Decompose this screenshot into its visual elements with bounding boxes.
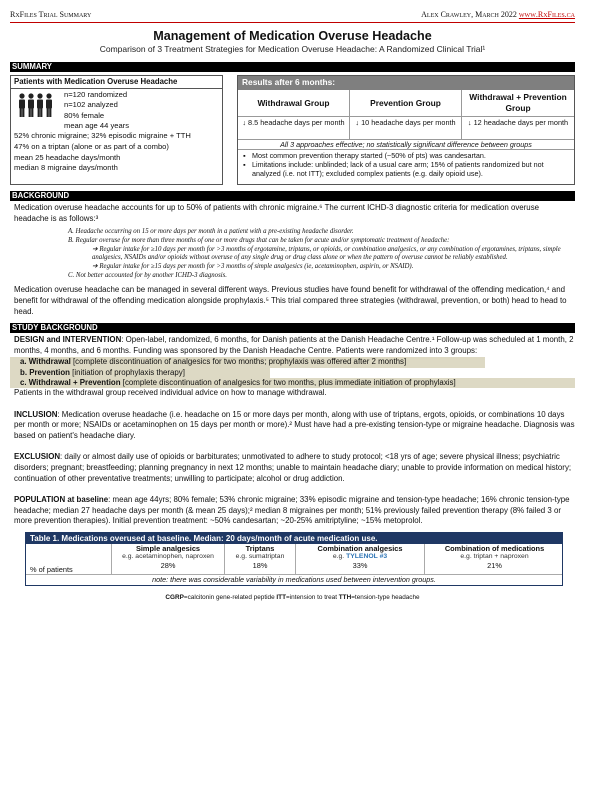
criterion-a: A. Headache occurring on 15 or more days per month in a patient with a pre-existing headache disorder.	[68, 228, 354, 236]
results-bullet: ▪ Most common prevention therapy started (~50% of pts) was candesartan.	[252, 151, 574, 160]
criterion-b1: ➔ Regular intake for ≥10 days per month for >3 months of ergotamine, triptans, or opioids, or combination analgesics, or any combination of ergotamines, triptans, simple analgesics, NSAIDs and/or opioids without overuse of any single drug or drug class alone or when the pattern of overuse cannot be reliably established.	[92, 245, 561, 262]
summary-section	[10, 75, 575, 185]
group-header-withdrawal: Withdrawal Group	[238, 90, 350, 117]
characteristic-line: median 8 migraine days/month	[14, 163, 118, 173]
results-note: All 3 approaches effective; no statistically significant difference between groups	[238, 140, 574, 150]
design-paragraph: DESIGN and INTERVENTION: Open-label, randomized, 6 months, for Danish patients at the Danish Headache Centre.¹ Follow-up was scheduled at 1 month, 2 months, 4 months, and 6 months. Funding was sponsored by the Danish Headache Centre. Patients were randomized into 3 groups:	[14, 335, 574, 355]
exclusion-paragraph: EXCLUSION: daily or almost daily use of opioids or barbiturates; unmotivated to adhere to study protocol; <18 yrs of age; severe physical illness; psychiatric disorders; pregnant; breastfeeding; planning pregnancy in next 12 months; unable to maintain headache diary; unable to provide information on medical history; continuation of other preventative treatments; unwilling to participate; alcohol or drug addiction.	[14, 452, 572, 483]
cell: 18%	[225, 561, 296, 574]
stat-randomized: n=120 randomized	[64, 90, 128, 100]
design-label: DESIGN and INTERVENTION	[14, 335, 122, 345]
results-bullets	[238, 151, 574, 179]
result-prevention: ↓ 10 headache days per month	[350, 117, 462, 139]
medications-table	[25, 532, 563, 587]
criterion-b2: ➔ Regular intake for ≥15 days per month for >3 months of simple analgesics (ie, acetaminophen, aspirin, or NSAID).	[92, 263, 414, 270]
col-combo-meds: Combination of medications	[444, 543, 545, 553]
table-note: note: there was considerable variability in medications used between intervention groups.	[26, 574, 562, 585]
col-combo-analgesics: Combination analgesics	[296, 544, 425, 553]
patient-characteristics	[14, 131, 219, 174]
stat-female: 80% female	[64, 110, 105, 120]
patients-box	[10, 75, 223, 185]
col-triptans: Triptans	[225, 544, 296, 553]
background-management: Medication overuse headache can be managed in several different ways. Previous studies have found benefit for withdrawal of the offending medication,⁴ and benefit for withdrawal of the offending medication alongside prophylaxis.⁵ This trial compared three strategies (withdrawal, prevention, or both) head to head to head.	[14, 285, 567, 316]
patient-stats	[64, 90, 219, 131]
results-box	[237, 75, 575, 185]
stat-age: mean age 44 years	[64, 120, 130, 130]
summary-bar: SUMMARY	[10, 62, 575, 72]
abbreviations-footer: CGRP=calcitonin gene-related peptide ITT=intension to treat TTH=tension-type headache	[165, 594, 420, 602]
criterion-b: B. Regular overuse for more than three months of one or more drugs that can be taken for acute and/or symptomatic treatment of headache:	[68, 236, 450, 244]
page-subtitle: Comparison of 3 Treatment Strategies for Medication Overuse Headache: A Randomized Clinical Trial¹	[99, 44, 486, 54]
table-example-row: e.g. acetaminophen, naproxen e.g. sumatriptan e.g. TYLENOL #3 e.g. triptan + naproxen	[26, 553, 562, 562]
table-title: Table 1. Medications overused at baseline. Median: 20 days/month of acute medication use.	[26, 533, 562, 544]
stat-analyzed: n=102 analyzed	[64, 100, 118, 110]
characteristic-line: mean 25 headache days/month	[14, 152, 121, 162]
background-section	[10, 191, 575, 317]
result-withdrawal: ↓ 8.5 headache days per month	[238, 117, 350, 139]
cell: 28%	[112, 561, 225, 574]
results-grid	[238, 90, 574, 140]
background-intro: Medication overuse headache accounts for up to 50% of patients with chronic migraine.⁶ The current ICHD-3 diagnostic criteria for medication overuse headache is as follows:³	[14, 203, 540, 223]
criterion-c: C. Not better accounted for by another ICHD-3 diagnosis.	[68, 271, 227, 279]
people-icon	[17, 92, 55, 118]
inclusion-paragraph: INCLUSION: Medication overuse headache (i.e. headache on 15 or more days per month, along with use of triptans, ergots, opioids, or combinations 10 days per month or more; NSAIDs or acetaminophen on 15 days per month or more).² Must have had a pre-existing tension-type or migraine headache. Diagnosis was based on patient's headache diary.	[14, 409, 575, 440]
results-bullet: ▪ Limitations include: unblinded; lack of a usual care arm; 15% of patients randomized but not analyzed (i.e. not ITT); excluded complex patients (e.g. daily opioid use).	[252, 160, 574, 178]
characteristic-line: 52% chronic migraine; 32% episodic migraine + TTH	[14, 130, 191, 140]
row-label: % of patients	[26, 561, 112, 574]
withdrawal-advice: Patients in the withdrawal group received individual advice on how to manage withdrawal.	[14, 387, 327, 397]
characteristic-line: 47% on a triptan (alone or as part of a combo)	[14, 141, 169, 151]
page	[10, 10, 575, 603]
doc-type: RxFiles Trial Summary	[10, 10, 92, 19]
group-header-combined: Withdrawal + Prevention Group	[462, 90, 574, 117]
col-simple: Simple analgesics	[112, 544, 225, 553]
group-header-prevention: Prevention Group	[350, 90, 462, 117]
rxfiles-link[interactable]: www.RxFiles.ca	[518, 10, 575, 19]
population-paragraph: POPULATION at baseline: mean age 44yrs; 80% female; 53% chronic migraine; 33% episodic migraine and tension-type headache; 16% chronic tension-type headache; median 27 headache days per month (& mean 25 days);² median 8 migraines per month; 51% previously failed prevention therapy (8% failed 3 or more prevention therapies). Initial prevention treatment: ~50% candesartan; ~20-25% amitriptyline; ~15% metoprolol.	[14, 495, 570, 526]
cell: 21%	[487, 561, 502, 571]
ichd3-criteria	[68, 228, 575, 280]
arm-withdrawal: a. Withdrawal [complete discontinuation of analgesics for two months; prophylaxis was offered after 2 months]	[10, 357, 485, 367]
table-row	[26, 561, 562, 574]
top-bar	[10, 10, 575, 23]
results-title: Results after 6 months:	[238, 76, 574, 90]
background-bar: BACKGROUND	[10, 191, 575, 201]
result-combined: ↓ 12 headache days per month	[467, 118, 569, 127]
patients-title: Patients with Medication Overuse Headache	[11, 77, 222, 89]
table-header-row	[26, 544, 562, 553]
cell: 33%	[296, 561, 425, 574]
study-bar: STUDY BACKGROUND	[10, 323, 575, 333]
randomization-arms	[10, 357, 575, 388]
page-title: Management of Medication Overuse Headache	[153, 29, 432, 43]
author-date: Alex Crawley, March 2022 www.RxFiles.ca	[421, 10, 575, 19]
study-section	[10, 323, 575, 527]
arm-prevention: b. Prevention [initiation of prophylaxis therapy]	[10, 368, 270, 378]
arm-combined: c. Withdrawal + Prevention [complete discontinuation of analgesics for two months, plus immediate initiation of prophylaxis]	[10, 378, 575, 388]
